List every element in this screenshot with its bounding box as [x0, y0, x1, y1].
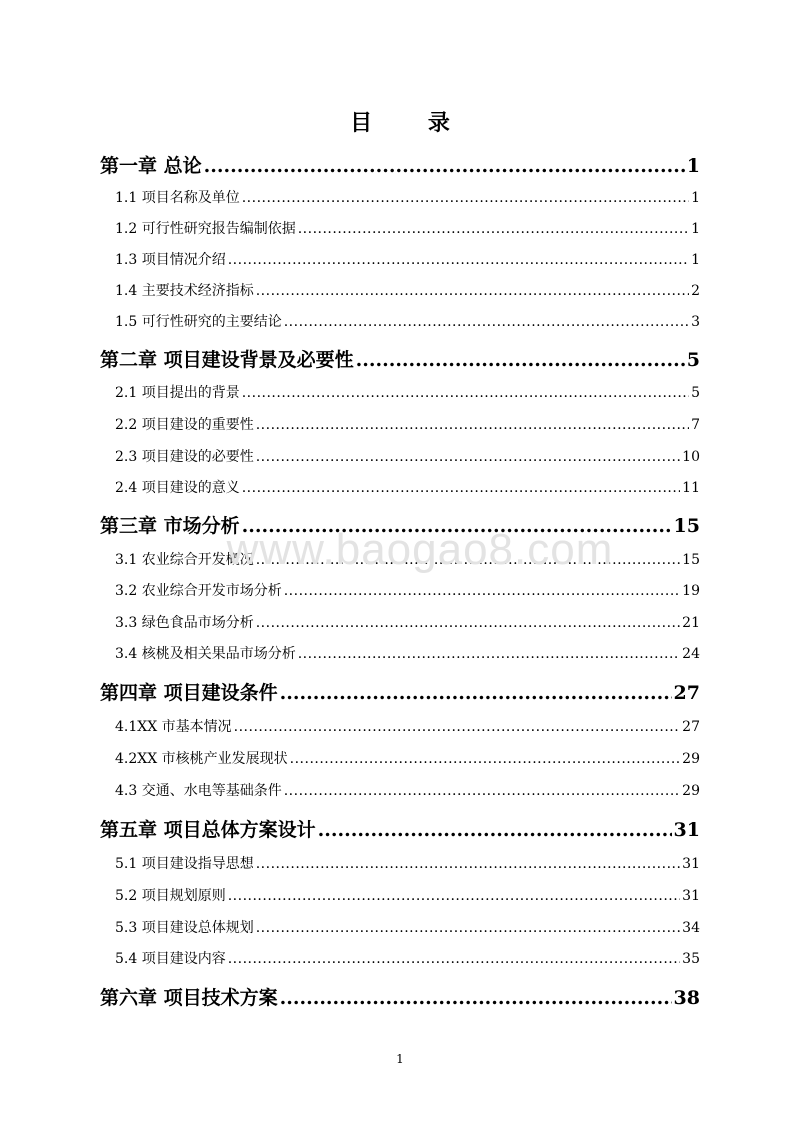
toc-leader-dots — [298, 646, 680, 662]
toc-section-entry[interactable] — [115, 917, 700, 937]
toc-leader-dots — [284, 783, 680, 799]
toc-entry-label: 第六章 项目技术方案 — [100, 987, 278, 1009]
toc-entry-label: 4.2XX 市核桃产业发展现状 — [115, 751, 288, 767]
toc-leader-dots — [290, 751, 681, 767]
toc-section-entry[interactable] — [115, 446, 700, 466]
toc-section-entry[interactable] — [115, 249, 700, 269]
toc-entry-label: 5.3 项目建设总体规划 — [115, 920, 254, 936]
toc-leader-dots — [256, 552, 680, 568]
toc-chapter-entry[interactable] — [100, 678, 700, 705]
toc-leader-dots — [234, 719, 681, 735]
toc-entry-page: 31 — [682, 856, 700, 872]
toc-entry-page: 31 — [682, 888, 700, 904]
toc-leader-dots — [242, 190, 689, 206]
toc-entry-label: 1.3 项目情况介绍 — [115, 252, 226, 268]
toc-entry-page: 5 — [691, 385, 700, 401]
toc-entry-page: 34 — [682, 920, 700, 936]
toc-leader-dots — [228, 252, 689, 268]
toc-entry-label: 3.4 核桃及相关果品市场分析 — [115, 646, 296, 662]
toc-entry-label: 5.4 项目建设内容 — [115, 951, 226, 967]
toc-leader-dots — [280, 987, 672, 1009]
toc-leader-dots — [228, 951, 680, 967]
toc-section-entry[interactable] — [115, 612, 700, 632]
toc-leader-dots — [280, 682, 672, 704]
toc-leader-dots — [256, 283, 689, 299]
toc-entry-label: 4.3 交通、水电等基础条件 — [115, 783, 282, 799]
toc-leader-dots — [242, 480, 680, 496]
toc-section-entry[interactable] — [115, 382, 700, 402]
toc-entry-page: 31 — [673, 819, 700, 841]
toc-leader-dots — [256, 417, 689, 433]
toc-section-entry[interactable] — [115, 780, 700, 800]
toc-entry-page: 38 — [673, 987, 700, 1009]
toc-section-entry[interactable] — [115, 885, 700, 905]
toc-entry-label: 1.2 可行性研究报告编制依据 — [115, 221, 296, 237]
toc-section-entry[interactable] — [115, 716, 700, 736]
toc-entry-page: 10 — [682, 449, 700, 465]
toc-section-entry[interactable] — [115, 187, 700, 207]
toc-chapter-entry[interactable] — [100, 511, 700, 538]
toc-section-entry[interactable] — [115, 218, 700, 238]
toc-entry-page: 29 — [682, 751, 700, 767]
toc-section-entry[interactable] — [115, 580, 700, 600]
toc-leader-dots — [298, 221, 689, 237]
toc-entry-label: 2.4 项目建设的意义 — [115, 480, 240, 496]
toc-entry-page: 11 — [682, 480, 700, 496]
toc-chapter-entry[interactable] — [100, 151, 700, 178]
toc-chapter-entry[interactable] — [100, 815, 700, 842]
toc-entry-page: 19 — [682, 583, 700, 599]
toc-section-entry[interactable] — [115, 948, 700, 968]
toc-entry-label: 3.3 绿色食品市场分析 — [115, 615, 254, 631]
toc-entry-page: 2 — [691, 283, 700, 299]
page-number: 1 — [396, 1052, 404, 1066]
toc-leader-dots — [318, 819, 672, 841]
toc-section-entry[interactable] — [115, 477, 700, 497]
toc-entry-label: 第一章 总论 — [100, 155, 202, 177]
toc-entry-page: 1 — [686, 155, 700, 177]
toc-leader-dots — [284, 314, 689, 330]
toc-entry-page: 15 — [673, 515, 700, 537]
toc-entry-label: 第五章 项目总体方案设计 — [100, 819, 316, 841]
toc-section-entry[interactable] — [115, 549, 700, 569]
toc-section-entry[interactable] — [115, 853, 700, 873]
toc-entry-page: 1 — [691, 190, 700, 206]
toc-entry-label: 5.1 项目建设指导思想 — [115, 856, 254, 872]
toc-section-entry[interactable] — [115, 414, 700, 434]
toc-entry-label: 1.1 项目名称及单位 — [115, 190, 240, 206]
toc-leader-dots — [256, 615, 680, 631]
toc-section-entry[interactable] — [115, 280, 700, 300]
toc-entry-page: 27 — [673, 682, 700, 704]
toc-leader-dots — [356, 349, 685, 371]
toc-entry-page: 1 — [691, 221, 700, 237]
toc-entry-label: 5.2 项目规划原则 — [115, 888, 226, 904]
toc-entry-page: 35 — [682, 951, 700, 967]
toc-leader-dots — [256, 856, 680, 872]
toc-section-entry[interactable] — [115, 748, 700, 768]
toc-title: 目 录 — [350, 110, 474, 136]
toc-leader-dots — [228, 888, 680, 904]
toc-entry-label: 1.4 主要技术经济指标 — [115, 283, 254, 299]
toc-entry-label: 4.1XX 市基本情况 — [115, 719, 232, 735]
toc-chapter-entry[interactable] — [100, 983, 700, 1010]
toc-entry-page: 5 — [686, 349, 700, 371]
toc-section-entry[interactable] — [115, 643, 700, 663]
toc-leader-dots — [256, 920, 680, 936]
toc-entry-page: 24 — [682, 646, 700, 662]
toc-leader-dots — [256, 449, 680, 465]
toc-entry-label: 1.5 可行性研究的主要结论 — [115, 314, 282, 330]
toc-chapter-entry[interactable] — [100, 345, 700, 372]
toc-entry-label: 第四章 项目建设条件 — [100, 682, 278, 704]
toc-entry-page: 3 — [691, 314, 700, 330]
toc-leader-dots — [242, 385, 689, 401]
toc-entry-label: 第三章 市场分析 — [100, 515, 240, 537]
toc-entry-label: 3.1 农业综合开发概况 — [115, 552, 254, 568]
toc-entry-label: 第二章 项目建设背景及必要性 — [100, 349, 354, 371]
toc-leader-dots — [204, 155, 685, 177]
toc-leader-dots — [284, 583, 680, 599]
toc-entry-label: 2.1 项目提出的背景 — [115, 385, 240, 401]
watermark: www.baogao8.com — [226, 525, 614, 574]
toc-leader-dots — [242, 515, 672, 537]
toc-entry-page: 15 — [682, 552, 700, 568]
toc-section-entry[interactable] — [115, 311, 700, 331]
toc-entry-page: 7 — [691, 417, 700, 433]
toc-entry-label: 3.2 农业综合开发市场分析 — [115, 583, 282, 599]
toc-entry-page: 29 — [682, 783, 700, 799]
toc-entry-page: 1 — [691, 252, 700, 268]
toc-entry-page: 27 — [682, 719, 700, 735]
toc-entry-label: 2.3 项目建设的必要性 — [115, 449, 254, 465]
toc-entry-page: 21 — [682, 615, 700, 631]
toc-entry-label: 2.2 项目建设的重要性 — [115, 417, 254, 433]
